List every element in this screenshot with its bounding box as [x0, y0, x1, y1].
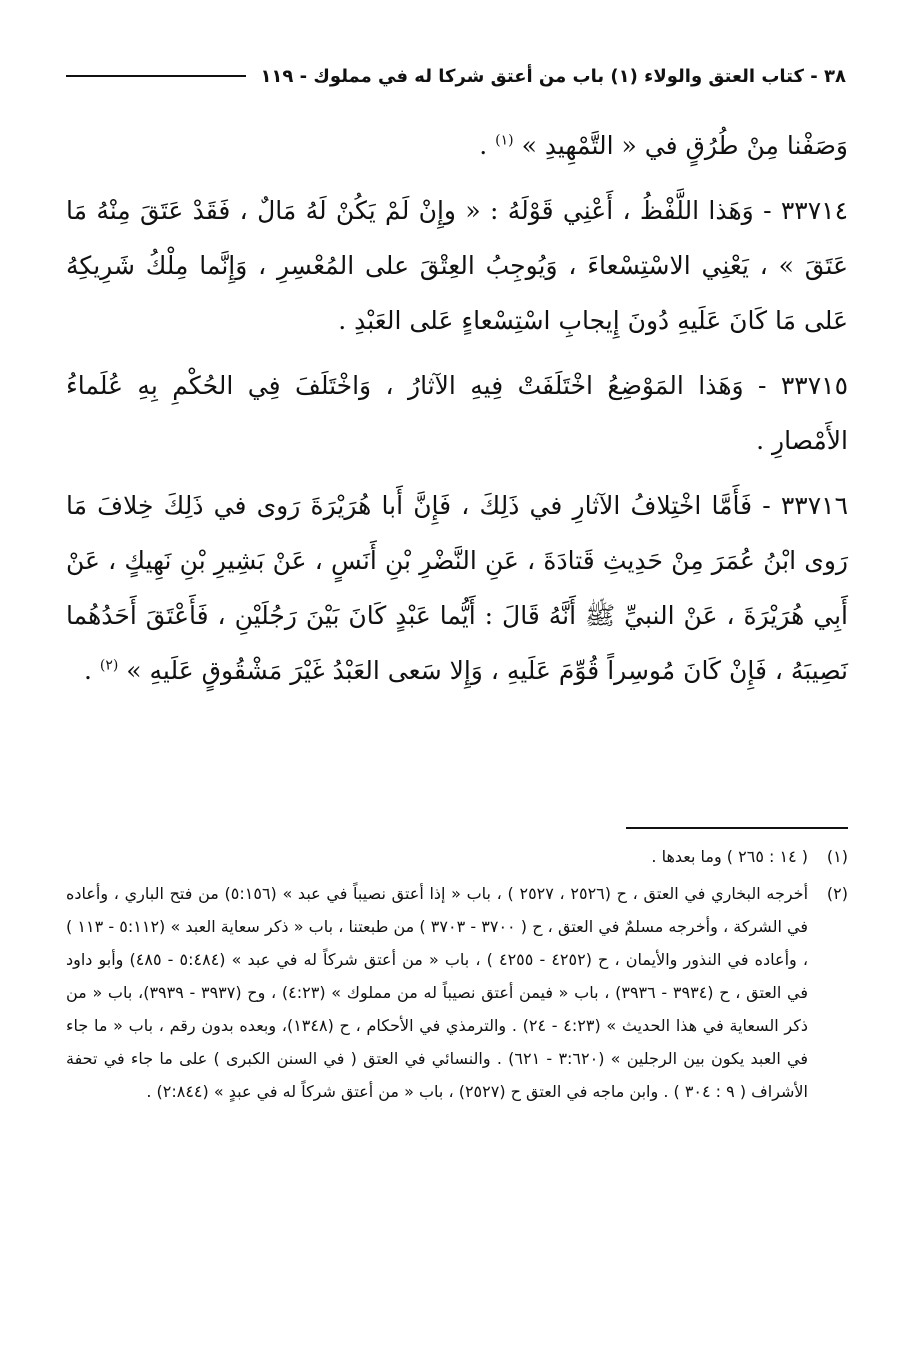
header-rule — [66, 75, 246, 77]
paragraph-tail: . — [83, 656, 100, 685]
footnote-separator — [626, 827, 848, 829]
footnote-number: (٢) — [826, 884, 849, 903]
footnote-text: أخرجه البخاري في العتق ، ح (٢٥٢٦ ، ٢٥٢٧ ) ، باب « إذا أعتق نصيباً في عبد » (٥:١٥٦) من فتح الباري ، وأعاده في الشركة ، وأخرجه مسلمٌ في العتق ، ح ( ٣٧٠٠ - ٣٧٠٣ ) من طبعتنا ، باب « ذكر سعاية العبد » (٥:١١٢ - ١١٣ ) ، وأعاده في النذور والأيمان ، ح (٤٢٥٢ - ٤٢٥٥ ) ، باب « من أعتق شركاً له في عبد » (٥:٤٨٤ - ٤٨٥) وأبو داود في العتق ، ح (٣٩٣٤ - ٣٩٣٦) ، باب « فيمن أعتق نصيباً له من مملوك » (٤:٢٣) ، وح (٣٩٣٧ - ٣٩٣٩)، باب « من ذكر السعاية في هذا الحديث » (٤:٢٣ - ٢٤) . والترمذي في الأحكام ، ح (١٣٤٨)، وبعده بدون رقم ، باب « ما جاء في العبد يكون بين الرجلين » (٣:٦٢٠ - ٦٢١) . والنسائي في العتق ( في السنن الكبرى ) على ما جاء في تحفة الأشراف ( ٩ : ٣٠٤ ) . وابن ماجه في العتق ح (٢٥٢٧) ، باب « من أعتق شركاً له في عبدٍ » (٢:٨٤٤) . — [66, 884, 809, 1101]
header-title: ٣٨ - كتاب العتق والولاء (١) باب من أعتق شركا له في مملوك - ١١٩ — [260, 65, 846, 87]
paragraph-text: ٣٣٧١٥ - وَهَذا المَوْضِعُ اخْتَلَفَتْ فِيهِ الآثارُ ، وَاخْتَلَفَ فِي الحُكْمِ بِهِ عُلَماءُ الأَمْصارِ . — [66, 371, 848, 455]
footnote-ref-2[interactable]: (٢) — [99, 657, 119, 674]
paragraph-text: وَصَفْنا مِنْ طُرُقٍ في « التَّمْهِيدِ » — [513, 131, 848, 160]
footnote-number: (١) — [826, 847, 848, 866]
footnote-1 — [66, 840, 848, 873]
footnote-text: ( ١٤ : ٢٦٥ ) وما بعدها . — [651, 847, 808, 866]
footnote-2 — [66, 877, 848, 1108]
paragraph-1 — [66, 118, 848, 173]
paragraph-text: ٣٣٧١٦ - فَأَمَّا اخْتِلافُ الآثارِ في ذَلِكَ ، فَإِنَّ أَبا هُرَيْرَةَ رَوى في ذَلِكَ خِلافَ مَا رَوى ابْنُ عُمَرَ مِنْ حَدِيثِ قَتادَةَ ، عَنِ النَّضْرِ بْنِ أَنَسٍ ، عَنْ بَشِيرِ بْنِ نَهِيكٍ ، عَنْ أَبِي هُرَيْرَةَ ، عَنْ النبيِّ ﷺ أَنَّهُ قَالَ : أَيُّما عَبْدٍ كَانَ بَيْنَ رَجُلَيْنِ ، فَأَعْتَقَ أَحَدُهُما نَصِيبَهُ ، فَإِنْ كَانَ مُوسِراً قُوِّمَ عَلَيهِ ، وَإِلا سَعى العَبْدُ غَيْرَ مَشْقُوقٍ عَلَيهِ » — [66, 491, 848, 685]
paragraph-text: ٣٣٧١٤ - وَهَذا اللَّفْظُ ، أَعْنِي قَوْلَهُ : « وإِنْ لَمْ يَكُنْ لَهُ مَالٌ ، فَقَدْ عَتَقَ مِنْهُ مَا عَتَقَ » ، يَعْنِي الاسْتِسْعاءَ ، وَيُوجِبُ العِتْقَ على المُعْسِرِ ، وَإِنَّما مِلْكُ شَرِيكِهُ عَلى مَا كَانَ عَلَيهِ دُونَ إِيجابِ اسْتِسْعاءٍ عَلى العَبْدِ . — [66, 196, 848, 335]
paragraph-33716 — [66, 478, 848, 698]
running-header — [66, 60, 846, 92]
footnote-ref-1[interactable]: (١) — [495, 132, 514, 149]
paragraph-33714 — [66, 183, 848, 348]
paragraph-33715 — [66, 358, 848, 468]
footnotes — [66, 840, 848, 1112]
paragraph-tail: . — [479, 131, 496, 160]
main-text — [66, 118, 848, 708]
